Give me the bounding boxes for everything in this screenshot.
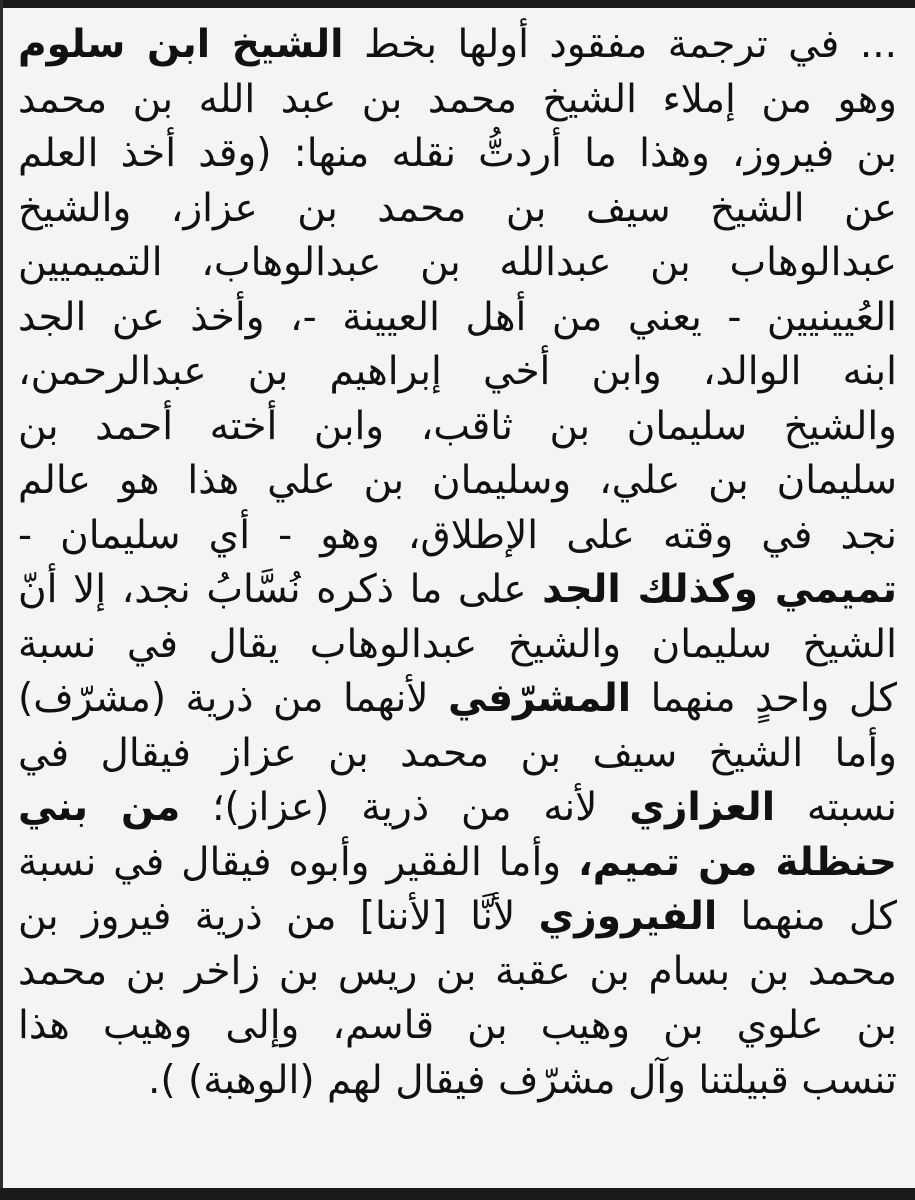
text-segment: سليمان بن علي، وسليمان بن علي هذا هو عالم — [18, 458, 897, 503]
bottom-frame-edge — [0, 1188, 915, 1200]
text-segment: عبدالوهاب بن عبدالله بن عبدالوهاب، التميميين — [18, 240, 897, 285]
text-segment: لأنه من ذرية (عزاز)؛ — [180, 785, 630, 830]
text-segment: وأما الشيخ سيف بن محمد بن عزاز فيقال في — [18, 730, 897, 776]
text-segment: نجد في وقته على الإطلاق، وهو - أي سليمان - — [18, 512, 897, 558]
bold-text-segment: الفيروزي — [538, 894, 718, 939]
text-segment: وهو من إملاء الشيخ محمد بن عبد الله بن محمد — [18, 76, 897, 122]
text-line — [18, 836, 897, 891]
text-line — [18, 890, 897, 945]
text-segment: ابنه الوالد، وابن أخي إبراهيم بن عبدالرحمن، — [18, 349, 897, 394]
text-segment: تنسب قبيلتنا وآل مشرّف فيقال لهم (الوهبة) ). — [148, 1057, 897, 1103]
text-segment: الشيخ سليمان والشيخ عبدالوهاب يقال في نسبة — [18, 621, 897, 667]
text-segment: على ما ذكره نُسَّابُ نجد، إلا أنّ — [18, 567, 543, 612]
text-segment: والشيخ سليمان بن ثاقب، وابن أخته أحمد بن — [18, 403, 897, 449]
text-line — [18, 945, 897, 1000]
bold-text-segment: حنظلة من تميم، — [577, 839, 897, 885]
top-frame-edge — [0, 0, 915, 8]
bold-text-segment: المشرّفي — [448, 676, 632, 721]
text-line — [18, 236, 897, 291]
text-line — [18, 618, 897, 673]
text-line — [18, 1054, 897, 1109]
text-segment: بن علوي بن وهيب بن قاسم، وإلى وهيب هذا — [18, 1003, 897, 1048]
text-line — [18, 727, 897, 782]
text-line — [18, 999, 897, 1054]
left-frame-edge — [0, 0, 3, 1200]
text-segment: عن الشيخ سيف بن محمد بن عزاز، والشيخ — [18, 185, 897, 231]
text-line — [18, 345, 897, 400]
text-segment: العُيينيين - يعني من أهل العيينة -، وأخذ عن الجد — [18, 294, 897, 340]
document-text-block — [18, 18, 897, 1108]
text-line — [18, 182, 897, 237]
text-segment: لأنهما من ذرية (مشرّف) — [18, 676, 449, 721]
text-line — [18, 672, 897, 727]
text-line — [18, 454, 897, 509]
bold-text-segment: من بني — [18, 785, 181, 830]
text-segment: وأما الفقير وأبوه فيقال في نسبة — [18, 839, 578, 885]
text-segment: محمد بن بسام بن عقبة بن ريس بن زاخر بن محمد — [18, 948, 897, 994]
text-line — [18, 563, 897, 618]
text-segment: ... في ترجمة مفقود أولها بخط — [343, 22, 898, 67]
text-line — [18, 509, 897, 564]
text-line — [18, 781, 897, 836]
text-segment: بن فيروز، وهذا ما أردتُّ نقله منها: (وقد أخذ العلم — [18, 131, 897, 176]
bold-text-segment: الشيخ ابن سلوم — [18, 22, 344, 67]
text-segment: نسبته — [775, 785, 897, 830]
text-line — [18, 18, 897, 73]
text-line — [18, 400, 897, 455]
bold-text-segment: تميمي وكذلك الجد — [542, 567, 898, 612]
text-segment: كل منهما — [717, 894, 897, 939]
bold-text-segment: العزازي — [629, 785, 776, 830]
text-line — [18, 73, 897, 128]
text-segment: كل واحدٍ منهما — [631, 676, 897, 721]
text-line — [18, 127, 897, 182]
text-segment: لأنَّا [لأننا] من ذرية فيروز بن — [18, 894, 539, 939]
text-line — [18, 291, 897, 346]
